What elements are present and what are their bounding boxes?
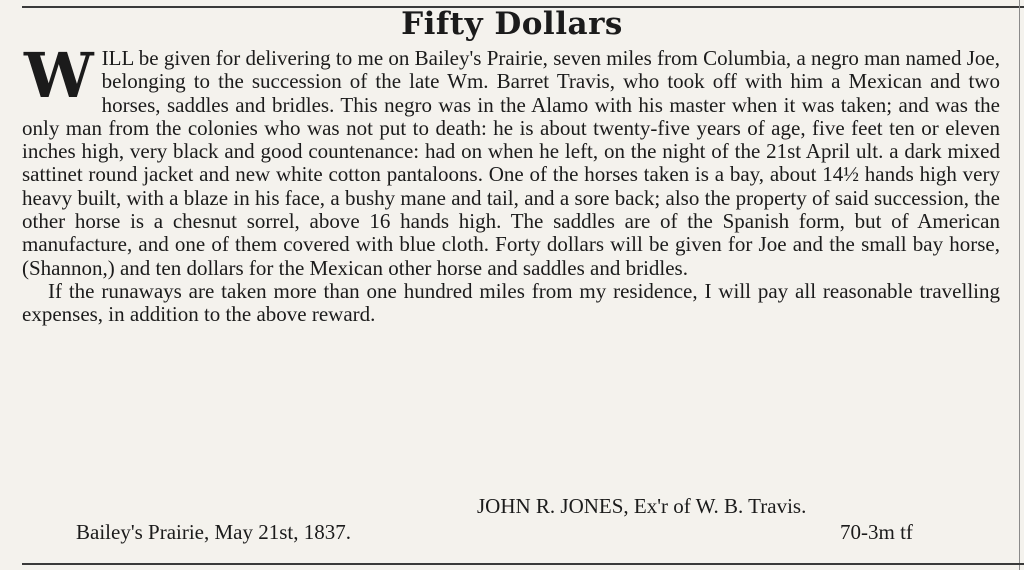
insertion-code: 70-3m tf: [840, 520, 913, 544]
ad-paragraph-2: If the runaways are taken more than one hundred miles from my residence, I will pay all reasonable travelling expenses, in addition to the above reward.: [22, 278, 1000, 327]
column-divider: [1019, 0, 1020, 570]
ad-paragraph-1: ILL be given for delivering to me on Bailey's Prairie, seven miles from Columbia, a negro man named Joe, belonging to the succession of the late Wm. Barret Travis, who took off with him a Mexican and two horses, saddles and bridles. This negro was in the Alamo with his master when it was taken; and was the only man from the colonies who was not put to death: he is about twenty-five years of age, five feet ten or eleven inches high, very black and good countenance: had on when he left, on the night of the 21st April ult. a dark mixed sattinet round jacket and new white cotton pantaloons. One of the horses taken is a bay, about 14½ hands high very heavy built, with a blaze in his face, a bushy mane and tail, and a sore back; also the property of said succession, the other horse is a chesnut sorrel, above 16 hands high. The saddles are of the Spanish form, but of American manufacture, and one of them covered with blue cloth. Forty dollars will be given for Joe and the small bay horse, (Shannon,) and ten dollars for the Mexican other horse and saddles and bridles.: [22, 46, 1000, 280]
ad-title: Fifty Dollars: [401, 6, 623, 42]
bottom-rule: [22, 563, 1024, 565]
dateline: Bailey's Prairie, May 21st, 1837.: [76, 520, 351, 544]
drop-cap: W: [24, 39, 94, 112]
ad-body: [22, 39, 1000, 327]
signature: JOHN R. JONES, Ex'r of W. B. Travis.: [477, 494, 807, 518]
